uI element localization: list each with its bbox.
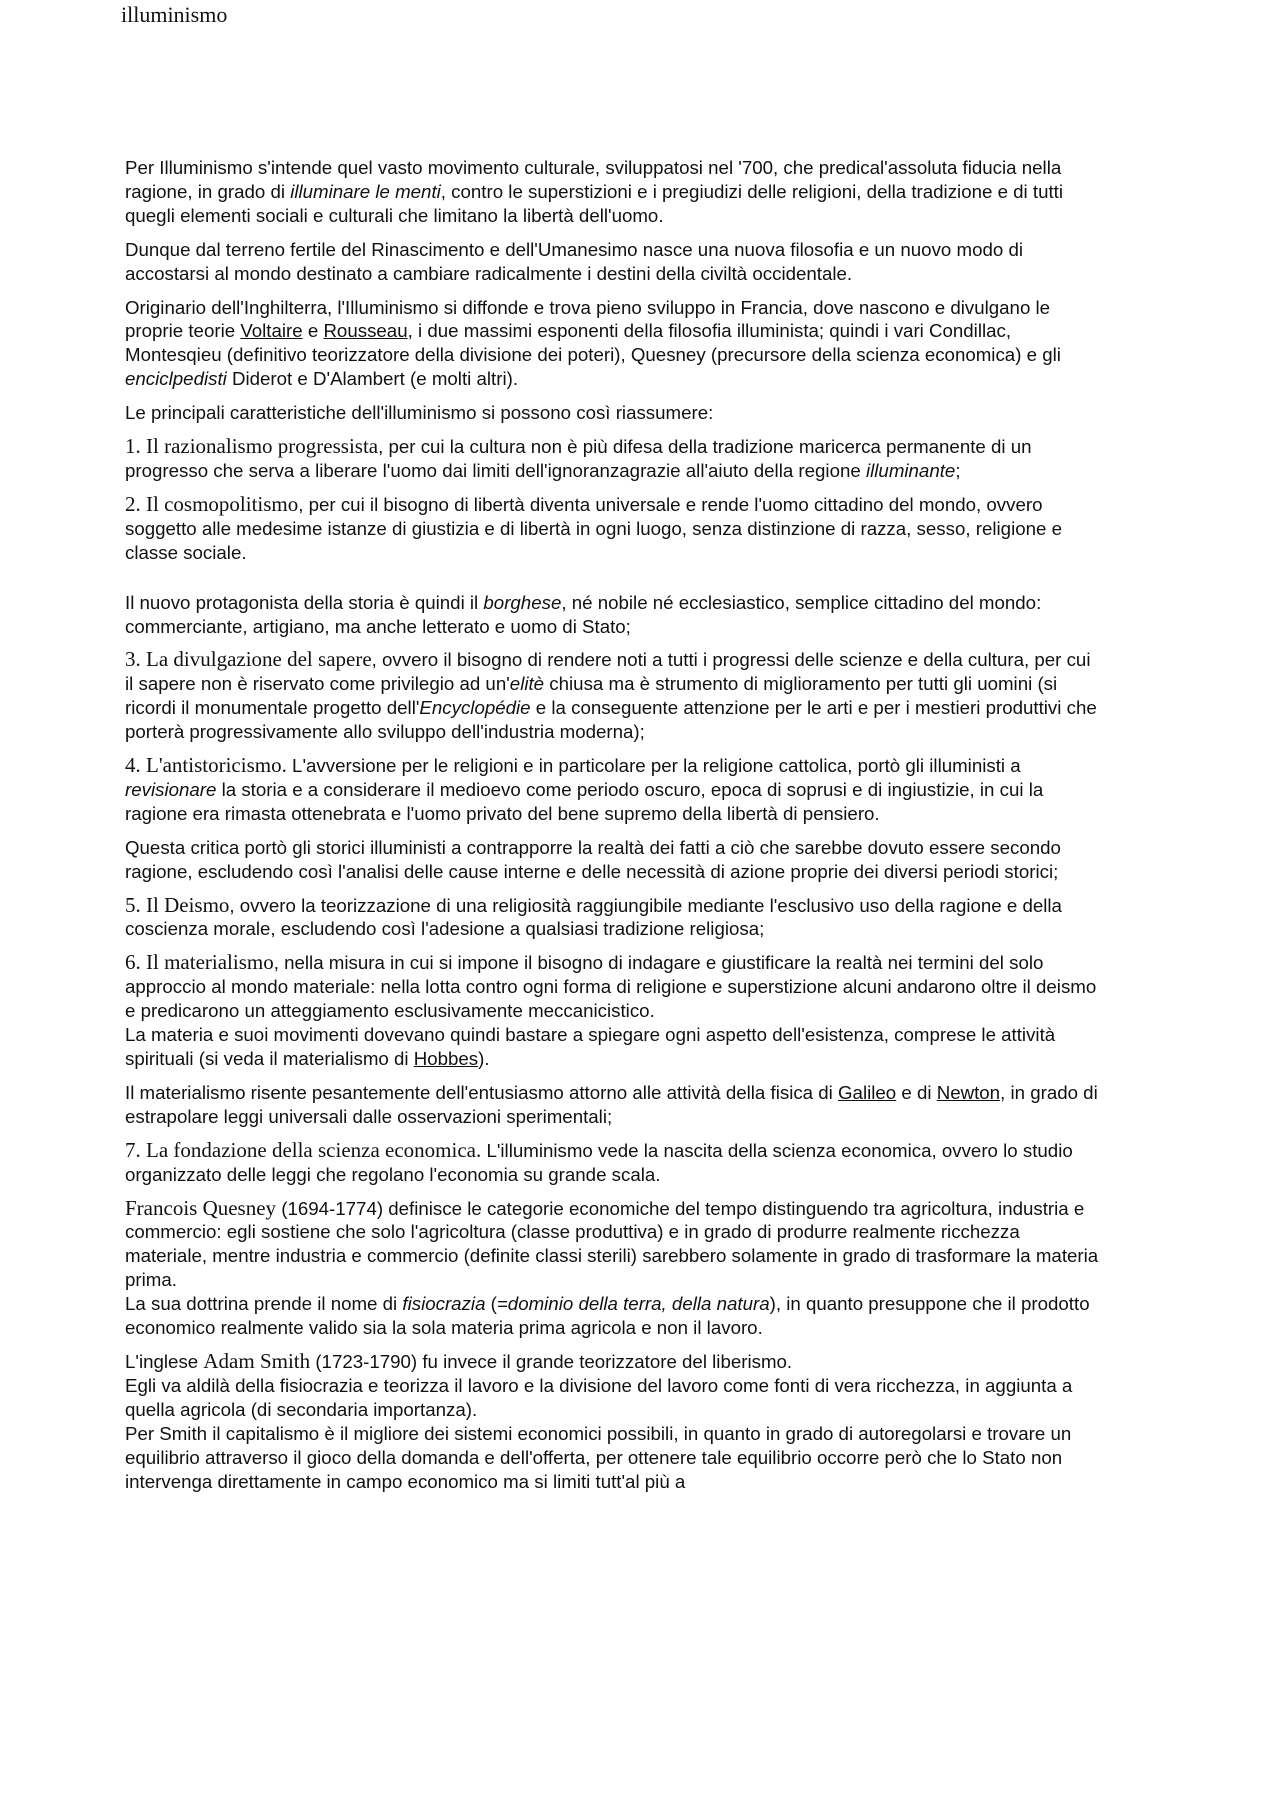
section-heading: 6. Il materialismo <box>125 950 274 975</box>
link-galileo[interactable]: Galileo <box>838 1081 897 1103</box>
paragraph-origins: Originario dell'Inghilterra, l'Illuminismo si diffonde e trova pieno sviluppo in Francia, dove nascono e divulgano le proprie teorie Voltaire e Rousseau, i due massimi esponenti della filosofia illuminista; quindi i vari Condillac, Montesqieu (definitivo teorizzatore della divisione dei poteri), Quesney (precursore della scienza economica) e gli enciclpedisti Diderot e D'Alambert (e molti altri). <box>125 296 1061 390</box>
link-newton[interactable]: Newton <box>936 1081 1001 1103</box>
person-name: Francois Quesney <box>125 1195 277 1220</box>
paragraph-materialismo: 6. Il materialismo, nella misura in cui si impone il bisogno di indagare e giustificare la realtà nei termini del solo approccio al mondo materiale: nella lotta contro ogni forma di religione e superstizione alcuni andarono oltre il deismo e predicarono un atteggiamento esclusivamente meccanicistico. La materia e suoi movimenti dovevano quindi bastare a spiegare ogni aspetto dell'esistenza, comprese le attività spirituali (si veda il materialismo di Hobbes). <box>125 950 1097 1069</box>
paragraph-borghese: Il nuovo protagonista della storia è quindi il borghese, né nobile né ecclesiastico, semplice cittadino del mondo: commerciante, artigiano, ma anche letterato e uomo di Stato; <box>125 591 1042 637</box>
paragraph-intro: Per Illuminismo s'intende quel vasto movimento culturale, sviluppatosi nel '700, che predical'assoluta fiducia nella ragione, in grado di illuminare le menti, contro le superstizioni e i pregiudizi delle religioni, della tradizione e di tutti quegli elementi sociali e culturali che limitano la libertà dell'uomo. <box>125 157 1064 226</box>
paragraph-razionalismo: 1. Il razionalismo progressista, per cui la cultura non è più difesa della tradizione maricerca permanente di un progresso che serva a liberare l'uomo dai limiti dell'ignoranzagrazie all'aiuto della regione illuminante; <box>125 434 1032 481</box>
paragraph-antistoricismo: 4. L'antistoricismo. L'avversione per le religioni e in particolare per la religione cattolica, portò gli illuministi a revisionare la storia e a considerare il medioevo come periodo oscuro, epoca di soprusi e di ingiustizie, in cui la ragione era rimasta ottenebrata e l'uomo privato del bene supremo della libertà di pensiero. <box>125 753 1044 824</box>
paragraph-fisica: Il materialismo risente pesantemente dell'entusiasmo attorno alle attività della fisica di Galileo e di Newton, in grado di estrapolare leggi universali dalle osservazioni sperimentali; <box>125 1081 1098 1127</box>
paragraph-rinascimento: Dunque dal terreno fertile del Rinascimento e dell'Umanesimo nasce una nuova filosofia e un nuovo modo di accostarsi al mondo destinato a cambiare radicalmente i destini della civiltà occidentale. <box>125 238 1023 284</box>
page-header-title: illuminismo <box>121 2 228 27</box>
section-heading: 1. Il razionalismo progressista <box>125 434 379 459</box>
paragraph-critica: Questa critica portò gli storici illuministi a contrapporre la realtà dei fatti a ciò che sarebbe dovuto essere secondo ragione, escludendo così l'analisi delle cause interne e delle necessità di azione proprie dei diversi periodi storici; <box>125 836 1061 882</box>
section-heading: 2. Il cosmopolitismo <box>125 491 299 516</box>
paragraph-cosmopolitismo: 2. Il cosmopolitismo, per cui il bisogno di libertà diventa universale e rende l'uomo cittadino del mondo, ovvero soggetto alle medesime istanze di giustizia e di libertà in ogni luogo, senza distinzione di razza, sesso, religione e classe sociale. <box>125 491 1062 563</box>
section-heading: 4. L'antistoricismo. <box>125 753 287 778</box>
paragraph-smith: L'inglese Adam Smith (1723-1790) fu invece il grande teorizzatore del liberismo. Egli va aldilà della fisiocrazia e teorizza il lavoro e la divisione del lavoro come fonti di vera ricchezza, in aggiunta a quella agricola (di secondaria importanza). Per Smith il capitalismo è il migliore dei sistemi economici possibili, in quanto in grado di autoregolarsi e trovare un equilibrio attraverso il gioco della domanda e dell'offerta, per ottenere tale equilibrio occorre però che lo Stato non intervenga direttamente in campo economico ma si limiti tutt'al più a <box>125 1348 1073 1492</box>
paragraph-characteristics-intro: Le principali caratteristiche dell'illuminismo si possono così riassumere: <box>125 402 714 424</box>
paragraph-quesney: Francois Quesney (1694-1774) definisce le categorie economiche del tempo distinguendo tra agricoltura, industria e commercio: egli sostiene che solo l'agricoltura (classe produttiva) e in grado di produrre realmente ricchezza materiale, mentre industria e commercio (definite classi sterili) sarebbero solamente in grado di trasformare la materia prima. La sua dottrina prende il nome di fisiocrazia (=dominio della terra, della natura), in quanto presuppone che il prodotto economico realmente valido sia la sola materia prima agricola e non il lavoro. <box>125 1195 1099 1339</box>
paragraph-divulgazione: 3. La divulgazione del sapere, ovvero il bisogno di rendere noti a tutti i progressi delle scienze e della cultura, per cui il sapere non è riservato come privilegio ad un'elitè chiusa ma è strumento di miglioramento per tutti gli uomini (si ricordi il monumentale progetto dell'Encyclopédie e la conseguente attenzione per le arti e per i mestieri produttivi che porterà progressivamente allo sviluppo dell'industria moderna); <box>125 647 1097 743</box>
section-heading: 3. La divulgazione del sapere <box>125 647 372 672</box>
link-hobbes[interactable]: Hobbes <box>413 1048 479 1069</box>
paragraph-scienza-economica: 7. La fondazione della scienza economica. L'illuminismo vede la nascita della scienza economica, ovvero lo studio organizzato delle leggi che regolano l'economia su grande scala. <box>125 1137 1073 1185</box>
link-voltaire[interactable]: Voltaire <box>240 320 303 342</box>
link-rousseau[interactable]: Rousseau <box>323 320 408 342</box>
section-heading: 5. Il Deismo <box>125 892 230 917</box>
section-heading: 7. La fondazione della scienza economica. <box>125 1137 482 1162</box>
person-name: Adam Smith <box>203 1348 311 1373</box>
paragraph-deismo: 5. Il Deismo, ovvero la teorizzazione di una religiosità raggiungibile mediante l'esclusivo uso della ragione e della coscienza morale, escludendo così l'adesione a qualsiasi tradizione religiosa; <box>125 892 1062 940</box>
document-body <box>125 156 1103 1503</box>
